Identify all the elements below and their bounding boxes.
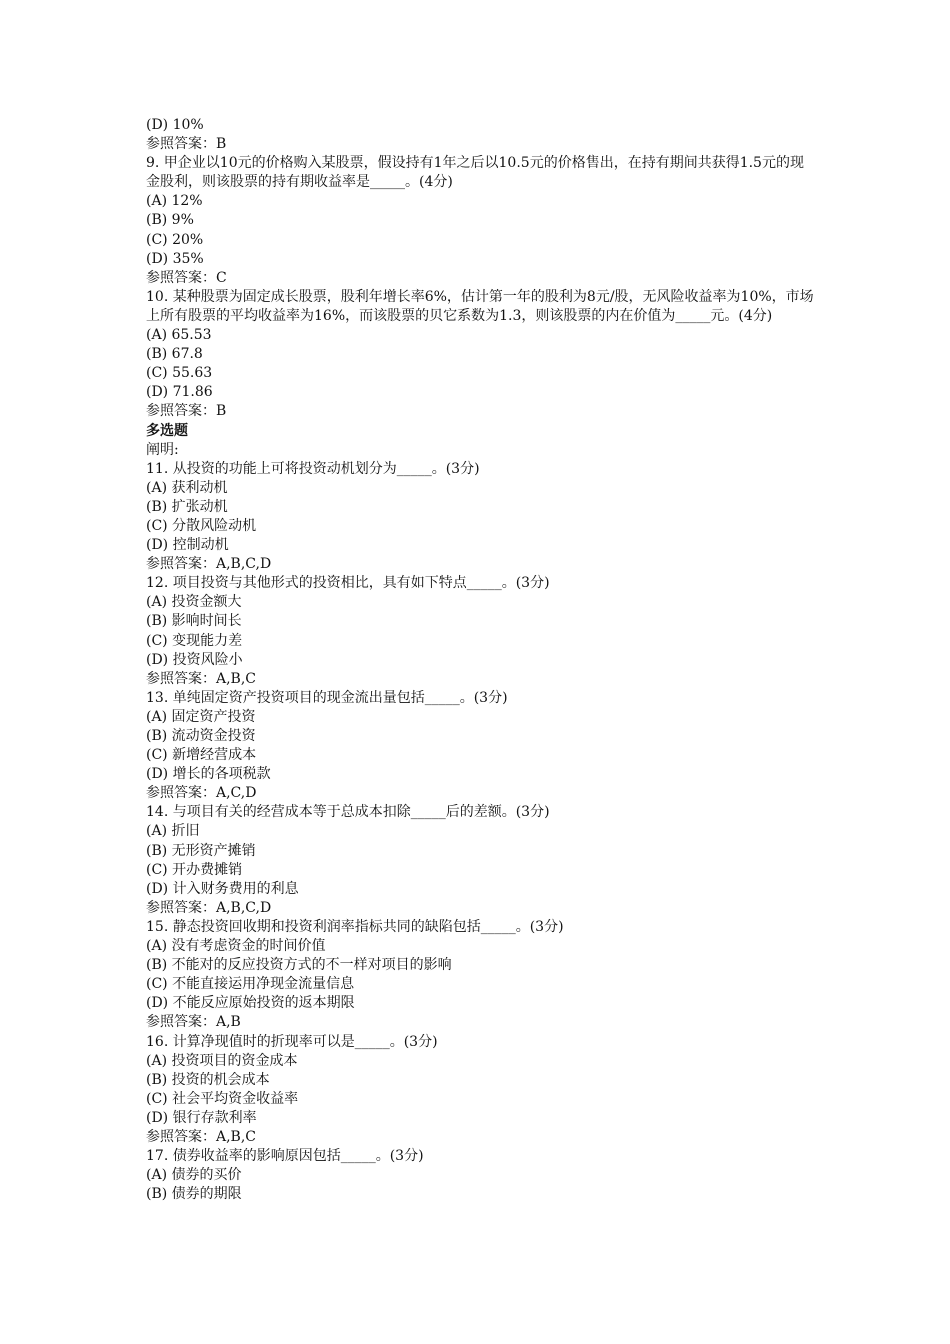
q15-option-b: (B) 不能对的反应投资方式的不一样对项目的影响	[146, 957, 452, 974]
question-17: 17. 债券收益率的影响原因包括_____。(3分)	[146, 1148, 424, 1165]
document-page	[146, 116, 816, 1204]
q16-option-d: (D) 银行存款利率	[146, 1109, 257, 1126]
q10-answer: 参照答案：B	[146, 403, 227, 420]
q16-answer: 参照答案：A,B,C	[146, 1128, 257, 1145]
question-12: 12. 项目投资与其他形式的投资相比，具有如下特点_____。(3分)	[146, 575, 550, 592]
q9-option-a: (A) 12%	[146, 193, 203, 210]
q12-option-a: (A) 投资金额大	[146, 594, 242, 611]
q11-option-d: (D) 控制动机	[146, 537, 229, 554]
q14-option-c: (C) 开办费摊销	[146, 861, 243, 878]
q13-option-d: (D) 增长的各项税款	[146, 766, 271, 783]
q16-option-c: (C) 社会平均资金收益率	[146, 1090, 299, 1107]
q14-answer: 参照答案：A,B,C,D	[146, 899, 272, 916]
q9-option-c: (C) 20%	[146, 231, 204, 248]
section-title: 多选题	[146, 422, 188, 439]
q9-answer: 参照答案：C	[146, 269, 227, 286]
q10-option-b: (B) 67.8	[146, 346, 203, 363]
q15-option-a: (A) 没有考虑资金的时间价值	[146, 938, 326, 955]
q11-answer: 参照答案：A,B,C,D	[146, 556, 272, 573]
q11-option-b: (B) 扩张动机	[146, 498, 228, 515]
q16-option-b: (B) 投资的机会成本	[146, 1071, 270, 1088]
q13-option-b: (B) 流动资金投资	[146, 728, 256, 744]
q12-option-d: (D) 投资风险小	[146, 651, 243, 668]
q11-option-a: (A) 获利动机	[146, 479, 228, 496]
q9-option-d: (D) 35%	[146, 250, 204, 267]
q12-option-c: (C) 变现能力差	[146, 632, 243, 649]
question-9: 9. 甲企业以10元的价格购入某股票，假设持有1年之后以10.5元的价格售出，在持有期间共获得1.5元的现金股利，则该股票的持有期收益率是_____。(4分)	[146, 155, 804, 191]
question-13: 13. 单纯固定资产投资项目的现金流出量包括_____。(3分)	[146, 689, 508, 706]
q13-option-a: (A) 固定资产投资	[146, 708, 256, 725]
q14-option-b: (B) 无形资产摊销	[146, 842, 256, 859]
q13-option-c: (C) 新增经营成本	[146, 747, 257, 764]
q9-option-b: (B) 9%	[146, 212, 194, 229]
q16-option-a: (A) 投资项目的资金成本	[146, 1052, 298, 1069]
q10-option-a: (A) 65.53	[146, 327, 212, 344]
question-14: 14. 与项目有关的经营成本等于总成本扣除_____后的差额。(3分)	[146, 804, 550, 821]
q17-option-b: (B) 债券的期限	[146, 1186, 242, 1203]
question-10: 10. 某种股票为固定成长股票，股利年增长率6%，估计第一年的股利为8元/股，无风险收益率为10%，市场上所有股票的平均收益率为16%，而该股票的贝它系数为1.3，则该股票的内在价值为_____元。(4分)	[146, 288, 814, 324]
q10-option-c: (C) 55.63	[146, 365, 213, 382]
q14-option-a: (A) 折旧	[146, 823, 200, 840]
q17-option-a: (A) 债券的买价	[146, 1167, 242, 1184]
q14-option-d: (D) 计入财务费用的利息	[146, 880, 299, 897]
reference-answer: 参照答案：B	[146, 136, 227, 153]
q15-option-c: (C) 不能直接运用净现金流量信息	[146, 976, 355, 993]
section-note: 阐明:	[146, 441, 179, 458]
question-15: 15. 静态投资回收期和投资利润率指标共同的缺陷包括_____。(3分)	[146, 918, 564, 935]
question-16: 16. 计算净现值时的折现率可以是_____。(3分)	[146, 1033, 438, 1050]
q12-option-b: (B) 影响时间长	[146, 613, 242, 630]
q10-option-d: (D) 71.86	[146, 384, 213, 401]
q15-option-d: (D) 不能反应原始投资的返本期限	[146, 995, 355, 1012]
q12-answer: 参照答案：A,B,C	[146, 670, 257, 687]
option-d: (D) 10%	[146, 117, 204, 133]
q15-answer: 参照答案：A,B	[146, 1014, 241, 1031]
q13-answer: 参照答案：A,C,D	[146, 785, 257, 802]
q11-option-c: (C) 分散风险动机	[146, 517, 257, 534]
question-11: 11. 从投资的功能上可将投资动机划分为_____。(3分)	[146, 460, 480, 477]
